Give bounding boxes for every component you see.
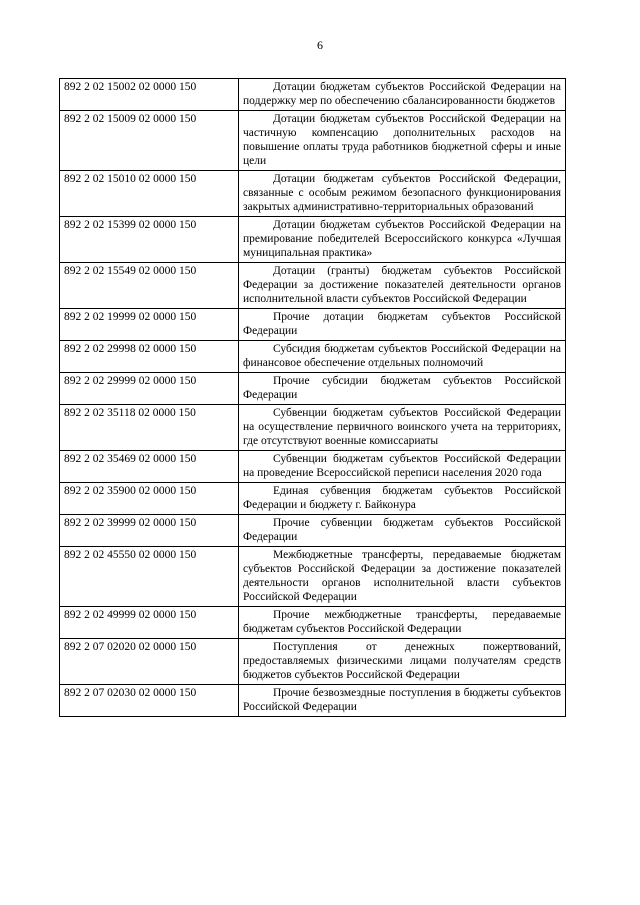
budget-code-cell: 892 2 02 15549 02 0000 150 <box>60 263 239 309</box>
budget-code-cell: 892 2 02 35469 02 0000 150 <box>60 451 239 483</box>
description-cell: Субсидия бюджетам субъектов Российской Федерации на финансовое обеспечение отдельных полномочий <box>239 341 566 373</box>
table-body <box>60 79 566 717</box>
table-row <box>60 483 566 515</box>
table-row <box>60 263 566 309</box>
table-row <box>60 341 566 373</box>
table-row <box>60 547 566 607</box>
description-cell: Единая субвенция бюджетам субъектов Российской Федерации и бюджету г. Байконура <box>239 483 566 515</box>
budget-code-cell: 892 2 02 35900 02 0000 150 <box>60 483 239 515</box>
table-row <box>60 309 566 341</box>
description-cell: Дотации (гранты) бюджетам субъектов Российской Федерации за достижение показателей деятельности органов исполнительной власти субъектов Российской Федерации <box>239 263 566 309</box>
page-number: 6 <box>317 38 323 52</box>
description-cell: Дотации бюджетам субъектов Российской Федерации на поддержку мер по обеспечению сбалансированности бюджетов <box>239 79 566 111</box>
revenue-codes-table <box>59 78 566 717</box>
budget-code-cell: 892 2 02 15010 02 0000 150 <box>60 171 239 217</box>
budget-code-cell: 892 2 02 19999 02 0000 150 <box>60 309 239 341</box>
budget-code-cell: 892 2 02 29999 02 0000 150 <box>60 373 239 405</box>
description-cell: Прочие межбюджетные трансферты, передаваемые бюджетам субъектов Российской Федерации <box>239 607 566 639</box>
description-cell: Прочие безвозмездные поступления в бюджеты субъектов Российской Федерации <box>239 685 566 717</box>
budget-code-cell: 892 2 02 15399 02 0000 150 <box>60 217 239 263</box>
description-cell: Поступления от денежных пожертвований, предоставляемых физическими лицами получателям средств бюджетов субъектов Российской Федерации <box>239 639 566 685</box>
table-row <box>60 607 566 639</box>
description-cell: Дотации бюджетам субъектов Российской Федерации на премирование победителей Всероссийского конкурса «Лучшая муниципальная практика» <box>239 217 566 263</box>
budget-code-cell: 892 2 02 29998 02 0000 150 <box>60 341 239 373</box>
table-row <box>60 451 566 483</box>
table-row <box>60 111 566 171</box>
description-cell: Дотации бюджетам субъектов Российской Федерации на частичную компенсацию дополнительных расходов на повышение оплаты труда работников бюджетной сферы и иные цели <box>239 111 566 171</box>
description-cell: Прочие дотации бюджетам субъектов Российской Федерации <box>239 309 566 341</box>
table-row <box>60 639 566 685</box>
table-row <box>60 515 566 547</box>
budget-code-cell: 892 2 07 02020 02 0000 150 <box>60 639 239 685</box>
description-cell: Субвенции бюджетам субъектов Российской Федерации на осуществление первичного воинского учета на территориях, где отсутствуют военные комиссариаты <box>239 405 566 451</box>
description-cell: Дотации бюджетам субъектов Российской Федерации, связанные с особым режимом безопасного функционирования закрытых административно-территориальных образований <box>239 171 566 217</box>
budget-code-cell: 892 2 02 45550 02 0000 150 <box>60 547 239 607</box>
table-row <box>60 171 566 217</box>
table-row <box>60 79 566 111</box>
budget-code-cell: 892 2 07 02030 02 0000 150 <box>60 685 239 717</box>
description-cell: Межбюджетные трансферты, передаваемые бюджетам субъектов Российской Федерации за достижение показателей деятельности органов исполнительной власти субъектов Российской Федерации <box>239 547 566 607</box>
description-cell: Субвенции бюджетам субъектов Российской Федерации на проведение Всероссийской переписи населения 2020 года <box>239 451 566 483</box>
table-row <box>60 405 566 451</box>
budget-code-cell: 892 2 02 39999 02 0000 150 <box>60 515 239 547</box>
budget-code-cell: 892 2 02 49999 02 0000 150 <box>60 607 239 639</box>
table-row <box>60 685 566 717</box>
budget-code-cell: 892 2 02 15009 02 0000 150 <box>60 111 239 171</box>
budget-code-cell: 892 2 02 35118 02 0000 150 <box>60 405 239 451</box>
budget-code-cell: 892 2 02 15002 02 0000 150 <box>60 79 239 111</box>
description-cell: Прочие субсидии бюджетам субъектов Российской Федерации <box>239 373 566 405</box>
description-cell: Прочие субвенции бюджетам субъектов Российской Федерации <box>239 515 566 547</box>
table-row <box>60 373 566 405</box>
table-row <box>60 217 566 263</box>
